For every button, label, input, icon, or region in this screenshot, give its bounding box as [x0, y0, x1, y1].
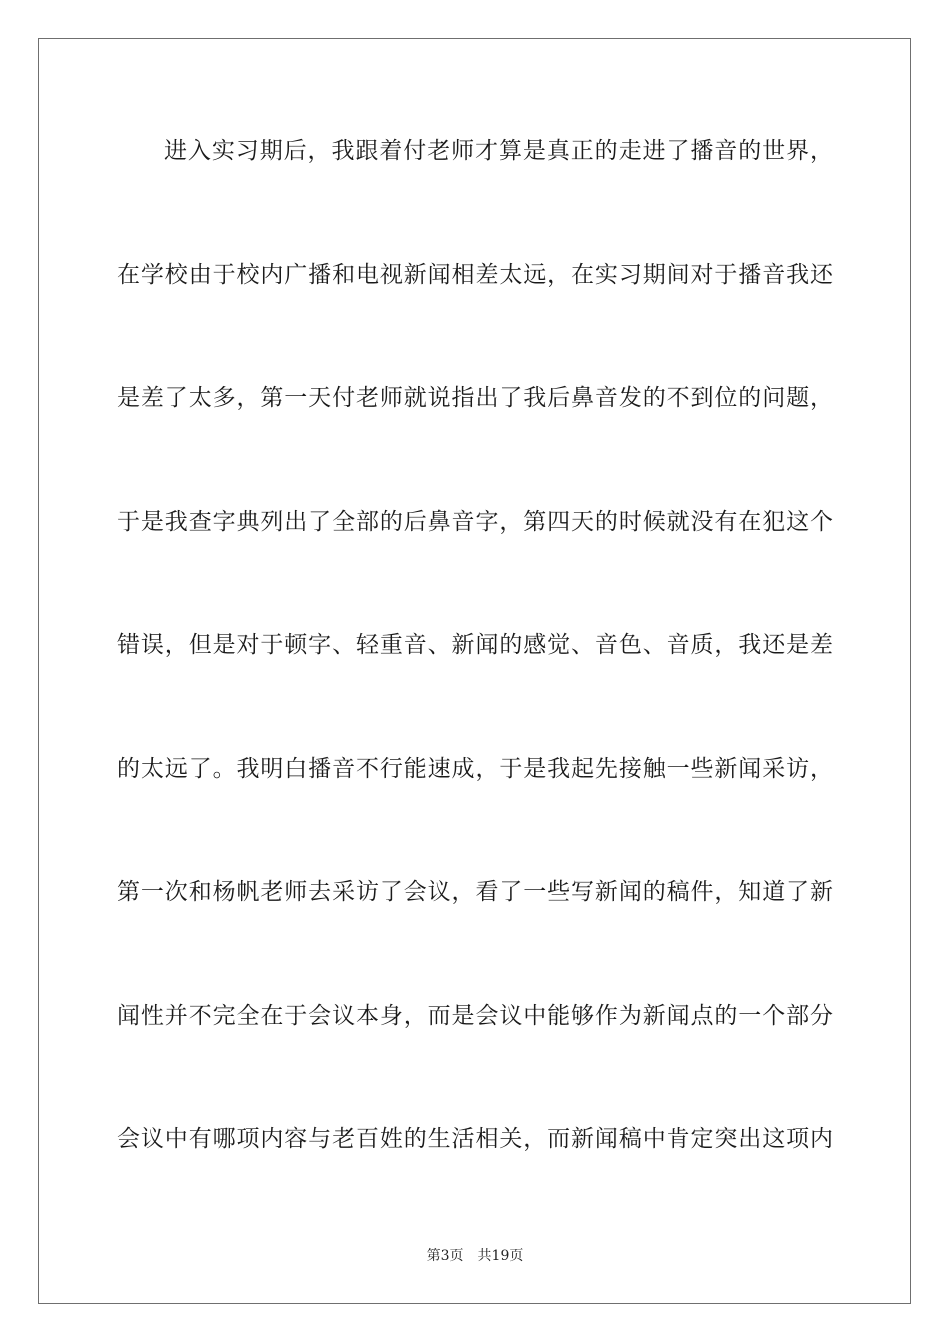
total-pages: 共19页 [477, 1248, 524, 1264]
body-text-line: 进入实习期后，我跟着付老师才算是真正的走进了播音的世界， [164, 138, 833, 164]
body-text-line: 第一次和杨帆老师去采访了会议，看了一些写新闻的稿件，知道了新 [117, 879, 833, 905]
body-text-line: 的太远了。我明白播音不行能速成，于是我起先接触一些新闻采访， [117, 756, 833, 782]
body-text-line: 是差了太多，第一天付老师就说指出了我后鼻音发的不到位的问题， [117, 385, 833, 411]
body-text-line: 于是我查字典列出了全部的后鼻音字，第四天的时候就没有在犯这个 [117, 509, 833, 535]
body-text-line: 闻性并不完全在于会议本身，而是会议中能够作为新闻点的一个部分 [117, 1003, 833, 1029]
page-frame [38, 38, 911, 1304]
page-footer [0, 1246, 950, 1266]
body-text-line: 会议中有哪项内容与老百姓的生活相关，而新闻稿中肯定突出这项内 [117, 1126, 833, 1152]
page-number: 第3页 [426, 1248, 464, 1264]
body-text-line: 错误，但是对于顿字、轻重音、新闻的感觉、音色、音质，我还是差 [117, 632, 833, 658]
body-text-line: 在学校由于校内广播和电视新闻相差太远，在实习期间对于播音我还 [117, 262, 833, 288]
